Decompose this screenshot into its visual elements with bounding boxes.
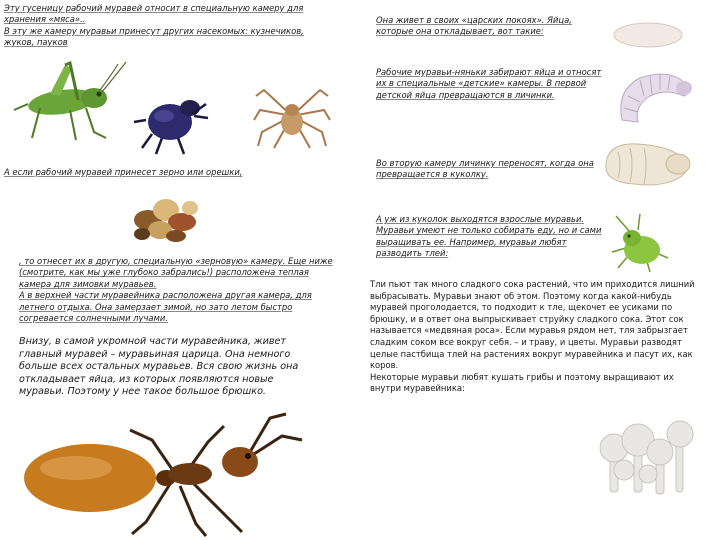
text-caterpillar-storage: [4, 3, 334, 49]
para-mushrooms: Некоторые муравьи любят кушать грибы и поэтому выращивают их внутри муравейника:: [370, 371, 674, 394]
text-grain: [4, 167, 264, 178]
para-grain: А если рабочий муравей принесет зерно или орешки,: [4, 167, 243, 177]
text-pupa: [376, 158, 601, 181]
para-pupa: Во вторую камеру личинку переносят, когда она превращается в куколку.: [376, 158, 594, 180]
para-adults: А уж из куколок выходятся взрослые муравьи. Муравьи умеют не только собирать еду, но и сами выращивать ее. Например, муравьи любят разводить тлей:: [376, 214, 602, 259]
larva-illustration: [610, 66, 694, 130]
text-royal: [376, 15, 601, 38]
text-aphids: [370, 279, 700, 395]
nuts-illustration: [128, 190, 204, 246]
pupa-illustration: [598, 134, 698, 194]
text-adults: [376, 214, 606, 260]
text-chambers: [19, 256, 334, 324]
para-aphids: Тли пьют так много сладкого сока растений, что им приходится лишний выбрасывать. Муравьи знают об этом. Поэтому когда какой-нибудь муравей проголодается, то подходит к тле, щекочет ее усиками по брюшку, и в ответ она выпрыскивает струйку сладкого сока. Этот сок называется «медвяная роса». Если муравья рядом нет, тля забрызгает сладким соком все вокруг себя. – и траву, и цветы. Муравьи разводят целые пастбища тлей на растениях вокруг муравейника и пасут их, как коров.: [370, 279, 695, 371]
para-royal: Она живет в своих «царских покоях». Яйца, которые она откладывает, вот такие:: [376, 15, 572, 37]
beetle-illustration: [132, 82, 212, 157]
para-nanny: Рабочие муравьи-няньки забирают яйца и относят их в специальные «детские» камеры. В первой детской яйца превращаются в личинки.: [376, 67, 602, 100]
para-queen: Внизу, в самой укромной части муравейника, живет главный муравей – муравьиная царица. Она немного больше всех остальных муравьев. Вся свою жизнь она откладывает яйца, из которых появляются новые муравьи. Поэтому у нее такое большое брюшко.: [19, 336, 299, 398]
para-summer-chamber: А в верхней части муравейника расположена другая камера, для летнего отдыха. Она замерзает зимой, но зато летом быстро согревается солнечными лучами.: [19, 290, 312, 324]
aphid-illustration: [610, 212, 670, 276]
text-queen: [19, 336, 309, 399]
spider-illustration: [252, 76, 332, 156]
para-grain-chamber: , то отнесет их в другую, специальную «зерновую» камеру. Еще ниже (смотрите, как мы уже глубоко забрались!) расположена теплая камера для зимовки муравьев.: [19, 256, 333, 289]
text-nanny: [376, 67, 606, 101]
egg-illustration: [608, 20, 688, 50]
mushrooms-illustration: [590, 412, 700, 502]
grasshopper-illustration: [10, 60, 130, 150]
para-meat-chamber: Эту гусеницу рабочий муравей относит в специальную камеру для хранения «мяса»..: [4, 3, 304, 25]
para-other-insects: В эту же камеру муравьи принесут других насекомых: кузнечиков, жуков, пауков: [4, 25, 304, 48]
ant-illustration: [20, 412, 310, 538]
